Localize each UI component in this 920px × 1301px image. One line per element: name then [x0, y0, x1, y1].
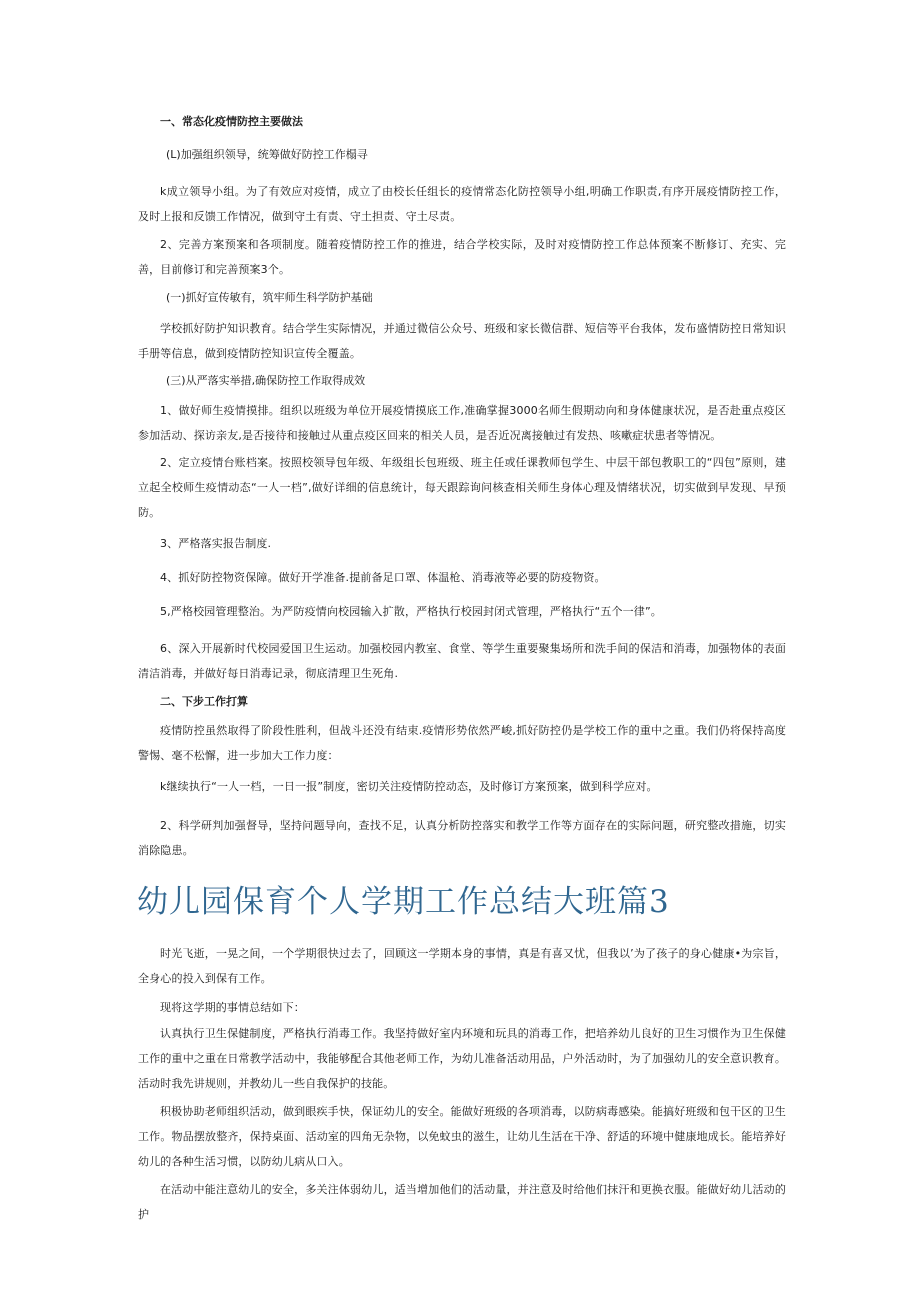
article-paragraph-3: 认真执行卫生保健制度，严格执行消毒工作。我坚持做好室内环境和玩具的消毒工作，把培养幼儿良好的卫生习惯作为卫生保健工作的重中之重在日常教学活动中，我能够配合其他老师工作，为幼儿准备活动用品，户外活动时，为了加强幼儿的安全意识教育。活动时我先讲规则，并教幼儿一些自我保护的技能。	[138, 1027, 786, 1090]
section1-paragraph-7: 4、抓好防控物资保障。做好开学准备.提前备足口罩、体温枪、消毒液等必要的防疫物资。	[160, 571, 606, 584]
article-title: 幼儿园保育个人学期工作总结大班篇3	[137, 884, 670, 920]
section1-paragraph-3: 学校抓好防护知识教育。结合学生实际情况，并通过微信公众号、班级和家长微信群、短信等平台我体，发布盛情防控日常知识手册等信息，做到疫情防控知识宣传全覆盖。	[138, 322, 786, 360]
section1-paragraph-1: k成立领导小组。为了有效应对疫情，成立了由校长任组长的疫情常态化防控领导小组,明确工作职责,有序开展疫情防控工作，及时上报和反馈工作情况，做到守土有责、守土担责、守土尽责。	[138, 185, 786, 223]
article-paragraph-2: 现将这学期的事情总结如下：	[160, 1001, 305, 1014]
article-paragraph-4: 积极协助老师组织活动，做到眼疾手快，保证幼儿的安全。能做好班级的各项消毒，以防病毒感染。能搞好班级和包干区的卫生工作。物品摆放整齐，保持桌面、活动室的四角无杂物，以免蚊虫的滋生，让幼儿生活在干净、舒适的环境中健康地成长。能培养好幼儿的各种生活习惯，以防幼儿病从口入。	[138, 1105, 786, 1168]
section2-paragraph-1: 疫情防控虽然取得了阶段性胜利，但战斗还没有结束.疫情形势依然严峻,抓好防控仍是学校工作的重中之重。我们仍将保持高度警惕、毫不松懈，进一步加大工作力度：	[138, 724, 786, 762]
section1-paragraph-8: 5,严格校园管理整治。为严防疫情向校园输入扩散，严格执行校园封闭式管理，严格执行“五个一律”。	[160, 605, 662, 618]
article-paragraph-1: 时光飞逝，一晃之间，一个学期很快过去了，回顾这一学期本身的事情，真是有喜又忧，但我以’为了孩子的身心健康•为宗旨，全身心的投入到保有工作。	[138, 947, 786, 985]
section1-subheading-1: (L)加强组织领导，统筹做好防控工作榻寻	[166, 148, 368, 161]
article-paragraph-5: 在活动中能注意幼儿的安全，多关注体弱幼儿，适当增加他们的活动量，并注意及时给他们抹汗和更换衣服。能做好幼儿活动的护	[138, 1183, 786, 1221]
section2-paragraph-3: 2、科学研判加强督导，坚持问题导向，查找不足，认真分析防控落实和教学工作等方面存在的实际问题，研究整改措施，切实消除隐患。	[138, 819, 786, 857]
section1-paragraph-4: 1、做好师生疫情摸排。组织以班级为单位开展疫情摸底工作,准确掌握3000名师生假期动向和身体健康状况，是否赴重点疫区参加活动、探访亲友,是否接待和接触过从重点疫区回来的相关人员，是否近况离接触过有发热、咳嗽症状患者等情况。	[138, 404, 786, 442]
section2-paragraph-2: k继续执行“一人一档，一日一报”制度，密切关注疫情防控动态，及时修订方案预案，做到科学应对。	[160, 780, 658, 793]
section1-paragraph-9: 6、深入开展新时代校园爱国卫生运动。加强校园内教室、食堂、等学生重要聚集场所和洗手间的保洁和消毒，加强物体的表面清洁消毒，并做好每日消毒记录，彻底清理卫生死角.	[138, 642, 786, 680]
section1-paragraph-6: 3、严格落实报告制度.	[160, 537, 272, 550]
section1-subheading-2: (一)抓好宣传敏有，筑牢师生科学防护基础	[166, 291, 373, 304]
section2-heading: 二、下步工作打算	[160, 695, 248, 708]
section1-subheading-3: (三)从严落实举措,确保防控工作取得成效	[166, 374, 366, 387]
section1-paragraph-5: 2、定立疫情台账档案。按照校领导包年级、年级组长包班级、班主任或任课教师包学生、中层干部包教职工的“四包”原则，建立起全校师生疫情动态“一人一档”,做好详细的信息统计，每天跟踪询问核查相关师生身体心理及情绪状况，切实做到早发现、早预防。	[138, 456, 786, 519]
section1-heading: 一、常态化疫情防控主要做法	[160, 115, 303, 128]
section1-paragraph-2: 2、完善方案预案和各项制度。随着疫情防控工作的推进，结合学校实际，及时对疫情防控工作总体预案不断修订、充实、完善，目前修订和完善预案3个。	[138, 238, 786, 276]
